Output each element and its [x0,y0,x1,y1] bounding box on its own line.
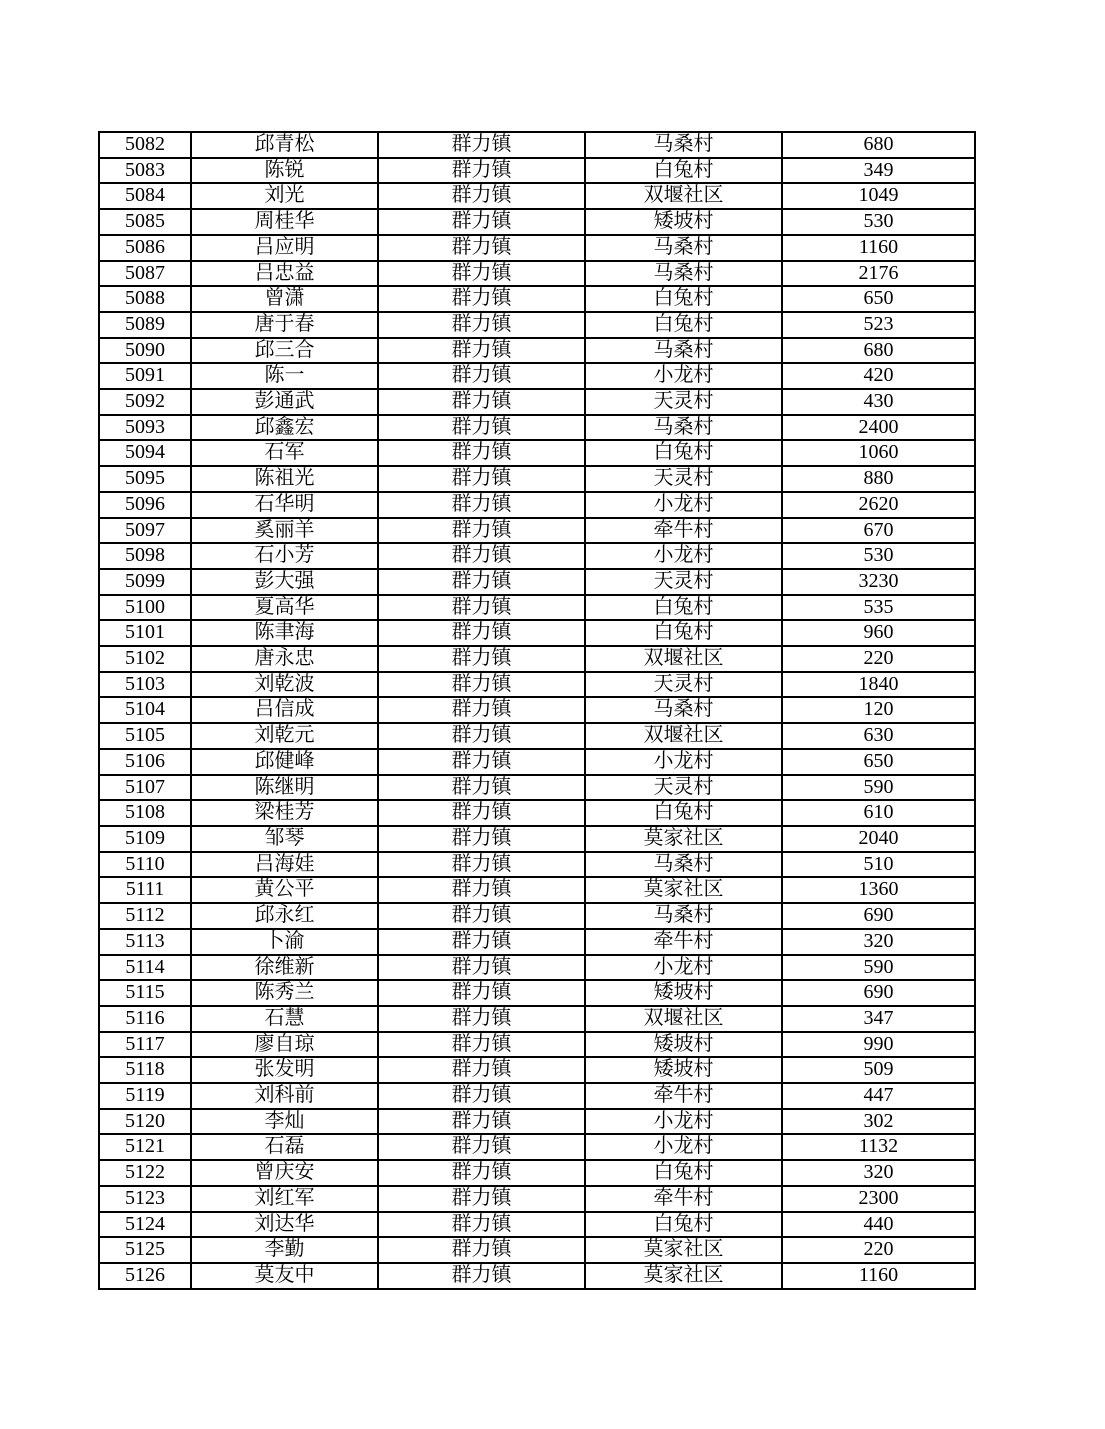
cell-town: 群力镇 [378,389,585,415]
cell-village: 小龙村 [585,955,782,981]
cell-town: 群力镇 [378,877,585,903]
cell-town: 群力镇 [378,903,585,929]
cell-person-name: 吕应明 [191,235,378,261]
cell-town: 群力镇 [378,518,585,544]
cell-amount: 440 [782,1212,975,1238]
table-row [99,1083,975,1109]
cell-person-name: 徐维新 [191,955,378,981]
cell-person-name: 石慧 [191,1006,378,1032]
cell-row-id: 5104 [99,697,191,723]
cell-amount: 1840 [782,672,975,698]
cell-amount: 590 [782,775,975,801]
table-row [99,929,975,955]
table-row [99,980,975,1006]
cell-village: 矮坡村 [585,1057,782,1083]
table-row [99,338,975,364]
cell-person-name: 陈秀兰 [191,980,378,1006]
cell-amount: 2040 [782,826,975,852]
table-row [99,1032,975,1058]
cell-person-name: 曾庆安 [191,1160,378,1186]
cell-row-id: 5091 [99,363,191,389]
cell-town: 群力镇 [378,800,585,826]
cell-amount: 1360 [782,877,975,903]
cell-row-id: 5126 [99,1263,191,1289]
cell-amount: 3230 [782,569,975,595]
cell-person-name: 彭通武 [191,389,378,415]
cell-village: 马桑村 [585,415,782,441]
cell-person-name: 刘乾波 [191,672,378,698]
cell-row-id: 5115 [99,980,191,1006]
table-row [99,1186,975,1212]
cell-row-id: 5109 [99,826,191,852]
cell-amount: 1049 [782,183,975,209]
cell-amount: 2620 [782,492,975,518]
cell-town: 群力镇 [378,672,585,698]
cell-amount: 630 [782,723,975,749]
table-row [99,775,975,801]
cell-amount: 690 [782,903,975,929]
cell-row-id: 5113 [99,929,191,955]
cell-town: 群力镇 [378,929,585,955]
cell-village: 天灵村 [585,389,782,415]
cell-town: 群力镇 [378,595,585,621]
table-row [99,903,975,929]
cell-town: 群力镇 [378,1212,585,1238]
cell-person-name: 奚丽羊 [191,518,378,544]
cell-row-id: 5119 [99,1083,191,1109]
table-row [99,852,975,878]
cell-row-id: 5088 [99,286,191,312]
cell-amount: 670 [782,518,975,544]
table-row [99,1134,975,1160]
cell-amount: 220 [782,646,975,672]
cell-row-id: 5089 [99,312,191,338]
cell-person-name: 邱青松 [191,132,378,158]
cell-village: 白兔村 [585,1212,782,1238]
cell-village: 马桑村 [585,338,782,364]
cell-village: 白兔村 [585,595,782,621]
cell-town: 群力镇 [378,697,585,723]
cell-row-id: 5087 [99,261,191,287]
cell-amount: 590 [782,955,975,981]
table-row [99,440,975,466]
cell-town: 群力镇 [378,1032,585,1058]
cell-amount: 120 [782,697,975,723]
cell-person-name: 刘光 [191,183,378,209]
cell-person-name: 卜渝 [191,929,378,955]
cell-row-id: 5100 [99,595,191,621]
table-row [99,235,975,261]
cell-row-id: 5096 [99,492,191,518]
table-row [99,158,975,184]
cell-person-name: 石小芳 [191,543,378,569]
cell-town: 群力镇 [378,852,585,878]
cell-person-name: 黄公平 [191,877,378,903]
table-row [99,312,975,338]
cell-town: 群力镇 [378,235,585,261]
cell-village: 矮坡村 [585,209,782,235]
cell-town: 群力镇 [378,775,585,801]
cell-person-name: 唐永忠 [191,646,378,672]
cell-amount: 960 [782,620,975,646]
cell-amount: 420 [782,363,975,389]
cell-row-id: 5106 [99,749,191,775]
table-row [99,1057,975,1083]
cell-town: 群力镇 [378,1160,585,1186]
cell-village: 牵牛村 [585,518,782,544]
cell-town: 群力镇 [378,543,585,569]
cell-row-id: 5114 [99,955,191,981]
cell-row-id: 5107 [99,775,191,801]
cell-row-id: 5118 [99,1057,191,1083]
table-row [99,955,975,981]
cell-amount: 650 [782,286,975,312]
cell-village: 小龙村 [585,1134,782,1160]
cell-row-id: 5123 [99,1186,191,1212]
cell-person-name: 刘科前 [191,1083,378,1109]
cell-row-id: 5103 [99,672,191,698]
cell-row-id: 5116 [99,1006,191,1032]
cell-row-id: 5095 [99,466,191,492]
cell-village: 双堰社区 [585,1006,782,1032]
cell-village: 马桑村 [585,852,782,878]
cell-row-id: 5085 [99,209,191,235]
cell-town: 群力镇 [378,1186,585,1212]
cell-row-id: 5086 [99,235,191,261]
cell-row-id: 5124 [99,1212,191,1238]
cell-village: 天灵村 [585,672,782,698]
cell-row-id: 5102 [99,646,191,672]
cell-village: 莫家社区 [585,877,782,903]
cell-town: 群力镇 [378,158,585,184]
cell-row-id: 5099 [99,569,191,595]
cell-row-id: 5121 [99,1134,191,1160]
table-row [99,620,975,646]
cell-village: 天灵村 [585,775,782,801]
cell-amount: 650 [782,749,975,775]
cell-town: 群力镇 [378,955,585,981]
cell-amount: 530 [782,209,975,235]
cell-town: 群力镇 [378,338,585,364]
cell-person-name: 吕忠益 [191,261,378,287]
cell-person-name: 邱永红 [191,903,378,929]
cell-village: 双堰社区 [585,723,782,749]
cell-row-id: 5097 [99,518,191,544]
cell-person-name: 吕海娃 [191,852,378,878]
cell-person-name: 张发明 [191,1057,378,1083]
cell-amount: 349 [782,158,975,184]
cell-row-id: 5098 [99,543,191,569]
cell-person-name: 廖自琼 [191,1032,378,1058]
cell-row-id: 5120 [99,1109,191,1135]
cell-amount: 530 [782,543,975,569]
cell-row-id: 5092 [99,389,191,415]
cell-person-name: 邱鑫宏 [191,415,378,441]
cell-village: 小龙村 [585,492,782,518]
cell-person-name: 曾潇 [191,286,378,312]
cell-town: 群力镇 [378,492,585,518]
cell-village: 天灵村 [585,569,782,595]
cell-amount: 535 [782,595,975,621]
table-row [99,672,975,698]
cell-amount: 1160 [782,1263,975,1289]
cell-amount: 220 [782,1237,975,1263]
table-row [99,286,975,312]
table-row [99,183,975,209]
table-row [99,363,975,389]
cell-person-name: 李灿 [191,1109,378,1135]
cell-person-name: 邱健峰 [191,749,378,775]
cell-village: 矮坡村 [585,980,782,1006]
cell-person-name: 莫友中 [191,1263,378,1289]
table-row [99,543,975,569]
cell-row-id: 5093 [99,415,191,441]
cell-village: 白兔村 [585,620,782,646]
cell-person-name: 石军 [191,440,378,466]
table-row [99,492,975,518]
cell-person-name: 陈聿海 [191,620,378,646]
cell-person-name: 陈继明 [191,775,378,801]
cell-row-id: 5090 [99,338,191,364]
cell-town: 群力镇 [378,286,585,312]
records-table [98,131,976,1290]
cell-person-name: 梁桂芳 [191,800,378,826]
cell-person-name: 夏高华 [191,595,378,621]
cell-person-name: 李勤 [191,1237,378,1263]
cell-village: 牵牛村 [585,1186,782,1212]
cell-person-name: 周桂华 [191,209,378,235]
cell-amount: 2400 [782,415,975,441]
cell-person-name: 刘红军 [191,1186,378,1212]
cell-row-id: 5082 [99,132,191,158]
cell-amount: 447 [782,1083,975,1109]
cell-amount: 610 [782,800,975,826]
table-row [99,749,975,775]
cell-town: 群力镇 [378,749,585,775]
cell-town: 群力镇 [378,1134,585,1160]
cell-amount: 2176 [782,261,975,287]
table-row [99,415,975,441]
cell-amount: 990 [782,1032,975,1058]
cell-person-name: 陈一 [191,363,378,389]
cell-town: 群力镇 [378,312,585,338]
cell-person-name: 石华明 [191,492,378,518]
cell-village: 白兔村 [585,286,782,312]
cell-town: 群力镇 [378,1109,585,1135]
cell-village: 小龙村 [585,363,782,389]
cell-village: 矮坡村 [585,1032,782,1058]
cell-person-name: 陈祖光 [191,466,378,492]
cell-town: 群力镇 [378,440,585,466]
cell-village: 小龙村 [585,543,782,569]
cell-town: 群力镇 [378,826,585,852]
cell-village: 牵牛村 [585,1083,782,1109]
table-row [99,1006,975,1032]
cell-village: 马桑村 [585,261,782,287]
table-row [99,1263,975,1289]
cell-village: 白兔村 [585,312,782,338]
table-row [99,261,975,287]
cell-town: 群力镇 [378,183,585,209]
cell-amount: 509 [782,1057,975,1083]
cell-person-name: 唐于春 [191,312,378,338]
cell-town: 群力镇 [378,620,585,646]
table-row [99,826,975,852]
table-row [99,723,975,749]
cell-village: 莫家社区 [585,1237,782,1263]
cell-amount: 1060 [782,440,975,466]
cell-town: 群力镇 [378,132,585,158]
cell-row-id: 5084 [99,183,191,209]
cell-amount: 320 [782,929,975,955]
cell-village: 小龙村 [585,1109,782,1135]
table-row [99,646,975,672]
cell-row-id: 5112 [99,903,191,929]
cell-town: 群力镇 [378,980,585,1006]
table-row [99,800,975,826]
cell-town: 群力镇 [378,646,585,672]
cell-amount: 523 [782,312,975,338]
table-row [99,132,975,158]
cell-row-id: 5122 [99,1160,191,1186]
cell-town: 群力镇 [378,466,585,492]
cell-person-name: 邹琴 [191,826,378,852]
cell-amount: 510 [782,852,975,878]
cell-amount: 2300 [782,1186,975,1212]
cell-row-id: 5094 [99,440,191,466]
cell-village: 双堰社区 [585,646,782,672]
table-row [99,1109,975,1135]
cell-village: 马桑村 [585,132,782,158]
cell-amount: 347 [782,1006,975,1032]
cell-town: 群力镇 [378,363,585,389]
cell-village: 牵牛村 [585,929,782,955]
cell-row-id: 5117 [99,1032,191,1058]
table-row [99,1237,975,1263]
table-row [99,389,975,415]
cell-village: 白兔村 [585,800,782,826]
table-row [99,1212,975,1238]
cell-village: 天灵村 [585,466,782,492]
cell-amount: 320 [782,1160,975,1186]
cell-row-id: 5125 [99,1237,191,1263]
cell-amount: 302 [782,1109,975,1135]
cell-town: 群力镇 [378,1057,585,1083]
cell-row-id: 5111 [99,877,191,903]
cell-village: 马桑村 [585,903,782,929]
table-row [99,697,975,723]
cell-town: 群力镇 [378,1006,585,1032]
cell-person-name: 刘达华 [191,1212,378,1238]
cell-village: 小龙村 [585,749,782,775]
cell-row-id: 5083 [99,158,191,184]
cell-person-name: 吕信成 [191,697,378,723]
cell-amount: 430 [782,389,975,415]
cell-town: 群力镇 [378,723,585,749]
cell-village: 莫家社区 [585,826,782,852]
table-row [99,1160,975,1186]
table-row [99,209,975,235]
cell-row-id: 5105 [99,723,191,749]
cell-village: 双堰社区 [585,183,782,209]
table-row [99,569,975,595]
cell-amount: 880 [782,466,975,492]
cell-town: 群力镇 [378,1263,585,1289]
cell-row-id: 5101 [99,620,191,646]
cell-town: 群力镇 [378,1237,585,1263]
cell-row-id: 5110 [99,852,191,878]
cell-amount: 1132 [782,1134,975,1160]
cell-person-name: 陈锐 [191,158,378,184]
table-row [99,595,975,621]
cell-town: 群力镇 [378,209,585,235]
cell-town: 群力镇 [378,261,585,287]
cell-village: 白兔村 [585,158,782,184]
cell-village: 白兔村 [585,1160,782,1186]
cell-row-id: 5108 [99,800,191,826]
cell-person-name: 邱三合 [191,338,378,364]
cell-amount: 1160 [782,235,975,261]
cell-village: 莫家社区 [585,1263,782,1289]
cell-town: 群力镇 [378,1083,585,1109]
cell-person-name: 彭大强 [191,569,378,595]
cell-amount: 690 [782,980,975,1006]
table-row [99,518,975,544]
table-row [99,877,975,903]
cell-town: 群力镇 [378,569,585,595]
cell-amount: 680 [782,132,975,158]
cell-village: 马桑村 [585,235,782,261]
cell-amount: 680 [782,338,975,364]
cell-town: 群力镇 [378,415,585,441]
cell-village: 马桑村 [585,697,782,723]
cell-person-name: 刘乾元 [191,723,378,749]
cell-village: 白兔村 [585,440,782,466]
records-table-body [99,132,975,1289]
cell-person-name: 石磊 [191,1134,378,1160]
table-row [99,466,975,492]
